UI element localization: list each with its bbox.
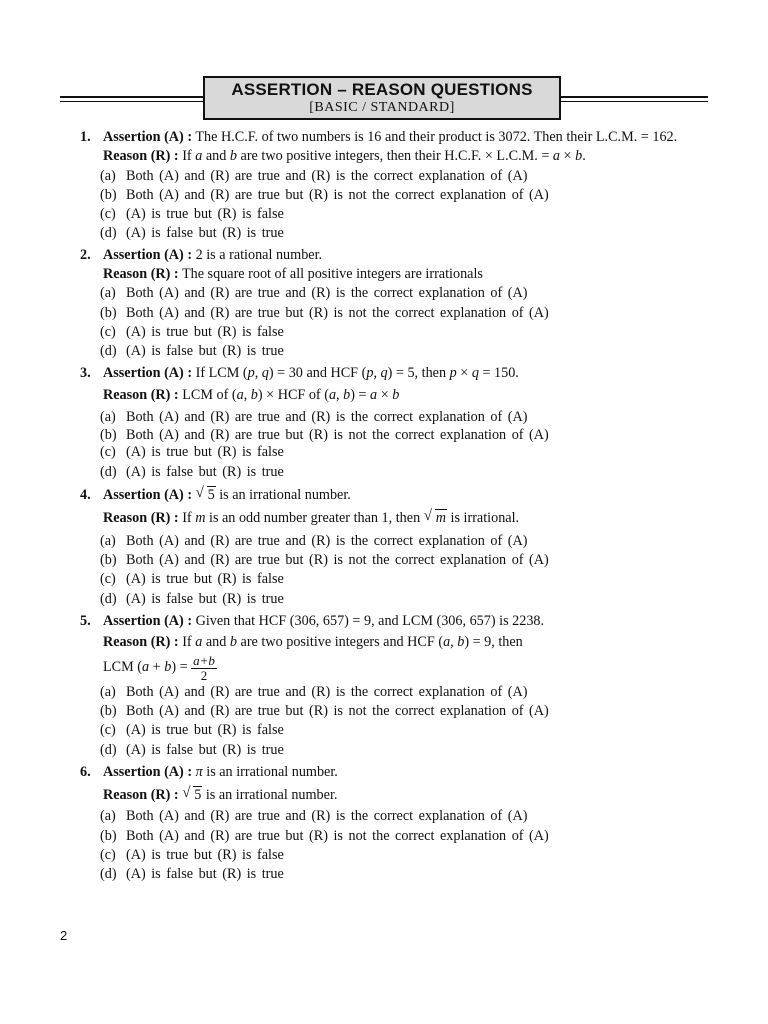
assertion-text: ,: [254, 364, 262, 381]
option-letter: (b): [100, 304, 117, 321]
option-c: [80, 205, 710, 224]
reason-text: is an odd number greater than 1, then: [205, 510, 424, 527]
option-b: [80, 186, 710, 205]
option-text: Both (A) and (R) are true and (R) is the correct explanation of (A): [126, 532, 528, 549]
radicand: 5: [194, 787, 202, 804]
fraction-numerator: a+b: [193, 652, 215, 668]
option-d: [80, 590, 710, 609]
option-text: (A) is true but (R) is false: [126, 323, 284, 340]
reason-line: [80, 386, 710, 405]
option-text: Both (A) and (R) are true but (R) is not the correct explanation of (A): [126, 186, 549, 203]
reason-text: If: [182, 510, 196, 527]
option-text: Both (A) and (R) are true but (R) is not the correct explanation of (A): [126, 551, 549, 568]
assertion-text: ) = 5, then: [387, 364, 450, 381]
fraction-denominator: 2: [200, 667, 208, 683]
variable: a: [142, 659, 150, 676]
reason-line: [80, 633, 710, 652]
variable: q: [380, 364, 388, 381]
option-text: Both (A) and (R) are true but (R) is not the correct explanation of (A): [126, 304, 549, 321]
reason-text: .: [582, 148, 586, 165]
variable: p: [366, 364, 374, 381]
option-text: (A) is true but (R) is false: [126, 444, 284, 461]
option-letter: (c): [100, 444, 116, 461]
formula-text: ) =: [171, 659, 192, 676]
reason-text: is an irrational number.: [205, 787, 338, 804]
question-1: [80, 128, 710, 244]
option-text: Both (A) and (R) are true and (R) is the correct explanation of (A): [126, 285, 528, 302]
option-text: (A) is false but (R) is true: [126, 866, 284, 883]
option-a: [80, 807, 710, 826]
option-text: (A) is true but (R) is false: [126, 722, 284, 739]
assertion-text: If LCM (: [195, 364, 248, 381]
reason-text: and: [202, 634, 230, 651]
variable: a: [236, 386, 244, 403]
option-text: (A) is false but (R) is true: [126, 590, 284, 607]
assertion-text: is an irrational number.: [202, 763, 338, 780]
option-text: (A) is false but (R) is true: [126, 463, 284, 480]
assertion-label: Assertion (A) :: [103, 246, 193, 263]
reason-text: LCM of (: [182, 386, 237, 403]
assertion-text: Given that HCF (306, 657) = 9, and LCM (306, 657) is 2238.: [195, 612, 545, 629]
question-number: 6.: [80, 763, 91, 780]
formula-text: LCM (: [103, 659, 143, 676]
question-list: [80, 128, 710, 885]
variable: a: [195, 634, 203, 651]
option-c: [80, 846, 710, 865]
reason-text: ,: [336, 386, 344, 403]
variable: q: [261, 364, 269, 381]
reason-text: ) =: [350, 386, 371, 403]
option-b: [80, 427, 710, 443]
option-letter: (d): [100, 225, 117, 242]
option-text: Both (A) and (R) are true and (R) is the correct explanation of (A): [126, 167, 528, 184]
question-number: 4.: [80, 487, 91, 504]
reason-text: are two positive integers, then their H.C.F. × L.C.M. =: [236, 148, 553, 165]
reason-text: ×: [377, 386, 393, 403]
option-b: [80, 702, 710, 721]
question-6: [80, 763, 710, 885]
reason-label: Reason (R) :: [103, 787, 179, 804]
option-letter: (b): [100, 551, 117, 568]
assertion-text: ) = 30 and HCF (: [268, 364, 367, 381]
reason-label: Reason (R) :: [103, 386, 179, 403]
option-letter: (d): [100, 343, 117, 360]
assertion-text: ×: [456, 364, 472, 381]
option-b: [80, 827, 710, 846]
option-letter: (d): [100, 463, 117, 480]
variable: b: [343, 386, 351, 403]
question-2: [80, 246, 710, 362]
assertion-label: Assertion (A) :: [103, 487, 193, 504]
assertion-text: = 150.: [478, 364, 519, 381]
variable: a: [328, 386, 337, 403]
reason-line: [80, 147, 710, 166]
option-letter: (d): [100, 590, 117, 607]
assertion-line: [80, 246, 710, 265]
option-c: [80, 443, 710, 462]
reason-text: If: [182, 634, 196, 651]
option-letter: (b): [100, 827, 117, 844]
option-letter: (b): [100, 186, 117, 203]
assertion-text: 2 is a rational number.: [195, 246, 323, 263]
option-letter: (d): [100, 866, 117, 883]
option-text: (A) is false but (R) is true: [126, 225, 284, 242]
option-a: [80, 284, 710, 303]
radicand: 5: [207, 487, 215, 504]
option-text: (A) is false but (R) is true: [126, 343, 284, 360]
option-text: (A) is true but (R) is false: [126, 847, 284, 864]
reason-label: Reason (R) :: [103, 510, 179, 527]
reason-line: [80, 265, 710, 284]
option-text: (A) is true but (R) is false: [126, 571, 284, 588]
assertion-text: ,: [373, 364, 381, 381]
question-5: [80, 612, 710, 760]
option-text: Both (A) and (R) are true and (R) is the correct explanation of (A): [126, 409, 528, 426]
variable: b: [457, 634, 465, 651]
radical-sign-icon: √: [195, 485, 204, 502]
assertion-line: [80, 128, 710, 147]
question-4: [80, 486, 710, 609]
option-b: [80, 551, 710, 570]
option-d: [80, 741, 710, 760]
page-number: 2: [60, 928, 68, 943]
option-letter: (a): [100, 409, 116, 426]
option-letter: (a): [100, 532, 116, 549]
header-box: [203, 76, 561, 120]
option-d: [80, 463, 710, 482]
section-header: [60, 76, 708, 122]
option-c: [80, 570, 710, 589]
assertion-label: Assertion (A) :: [103, 612, 193, 629]
variable: p: [449, 364, 457, 381]
reason-label: Reason (R) :: [103, 634, 179, 651]
assertion-line: [80, 612, 710, 631]
reason-text: ) × HCF of (: [257, 386, 329, 403]
fraction: [191, 654, 217, 683]
reason-label: Reason (R) :: [103, 148, 179, 165]
variable: π: [195, 763, 203, 780]
option-a: [80, 408, 710, 427]
option-text: Both (A) and (R) are true but (R) is not the correct explanation of (A): [126, 702, 549, 719]
option-text: Both (A) and (R) are true but (R) is not the correct explanation of (A): [126, 427, 549, 444]
option-letter: (c): [100, 206, 116, 223]
reason-text: and: [202, 148, 230, 165]
option-letter: (b): [100, 702, 117, 719]
option-letter: (c): [100, 722, 116, 739]
variable: b: [229, 148, 237, 165]
option-d: [80, 342, 710, 361]
radical-sign-icon: √: [423, 508, 432, 525]
square-root: [196, 486, 216, 505]
variable: a: [370, 386, 378, 403]
option-letter: (a): [100, 683, 116, 700]
assertion-text: The H.C.F. of two numbers is 16 and their product is 3072. Then their L.C.M. = 162.: [195, 129, 678, 145]
reason-line: [80, 509, 710, 528]
option-d: [80, 224, 710, 243]
section-subtitle: [BASIC / STANDARD]: [309, 100, 455, 115]
option-d: [80, 865, 710, 884]
variable: b: [250, 386, 258, 403]
option-letter: (d): [100, 741, 117, 758]
radical-sign-icon: √: [182, 785, 191, 802]
option-text: (A) is false but (R) is true: [126, 741, 284, 758]
variable: p: [247, 364, 255, 381]
variable: b: [392, 386, 400, 403]
reason-text: ×: [560, 148, 576, 165]
variable: q: [471, 364, 479, 381]
assertion-line: [80, 486, 710, 505]
option-c: [80, 323, 710, 342]
option-b: [80, 304, 710, 323]
option-letter: (a): [100, 808, 116, 825]
option-letter: (a): [100, 285, 116, 302]
lcm-formula-line: [80, 652, 710, 682]
variable: b: [229, 634, 237, 651]
variable: b: [575, 148, 583, 165]
option-text: Both (A) and (R) are true but (R) is not the correct explanation of (A): [126, 827, 549, 844]
option-text: (A) is true but (R) is false: [126, 206, 284, 223]
variable: a: [443, 634, 451, 651]
reason-text: are two positive integers and HCF (: [236, 634, 444, 651]
reason-line: [80, 786, 710, 805]
reason-text: The square root of all positive integers are irrationals: [181, 266, 483, 283]
question-3: [80, 364, 710, 482]
option-letter: (c): [100, 571, 116, 588]
assertion-label: Assertion (A) :: [103, 129, 193, 145]
formula-text: +: [149, 659, 165, 676]
reason-text: ) = 9, then: [464, 634, 523, 651]
question-number: 5.: [80, 612, 91, 629]
question-number: 2.: [80, 246, 91, 263]
variable: m: [195, 510, 206, 527]
radicand: m: [435, 510, 446, 527]
variable: a: [195, 148, 203, 165]
option-c: [80, 721, 710, 740]
question-number: 1.: [80, 129, 91, 145]
reason-text: If: [182, 148, 196, 165]
reason-label: Reason (R) :: [103, 266, 179, 283]
option-a: [80, 532, 710, 551]
option-letter: (c): [100, 847, 116, 864]
assertion-line: [80, 763, 710, 782]
option-text: Both (A) and (R) are true and (R) is the correct explanation of (A): [126, 808, 528, 825]
reason-text: is irrational.: [450, 510, 520, 527]
option-letter: (c): [100, 323, 116, 340]
variable: a: [552, 148, 560, 165]
assertion-line: [80, 364, 710, 383]
option-a: [80, 683, 710, 702]
square-root: [424, 509, 447, 528]
question-number: 3.: [80, 364, 91, 381]
variable: b: [164, 659, 172, 676]
reason-text: ,: [243, 386, 251, 403]
option-a: [80, 167, 710, 186]
square-root: [182, 786, 202, 805]
section-title: ASSERTION – REASON QUESTIONS: [231, 80, 533, 99]
assertion-label: Assertion (A) :: [103, 763, 193, 780]
reason-text: ,: [450, 634, 458, 651]
assertion-text: is an irrational number.: [215, 487, 351, 504]
option-letter: (a): [100, 167, 116, 184]
assertion-label: Assertion (A) :: [103, 364, 193, 381]
option-letter: (b): [100, 427, 117, 444]
option-text: Both (A) and (R) are true and (R) is the correct explanation of (A): [126, 683, 528, 700]
